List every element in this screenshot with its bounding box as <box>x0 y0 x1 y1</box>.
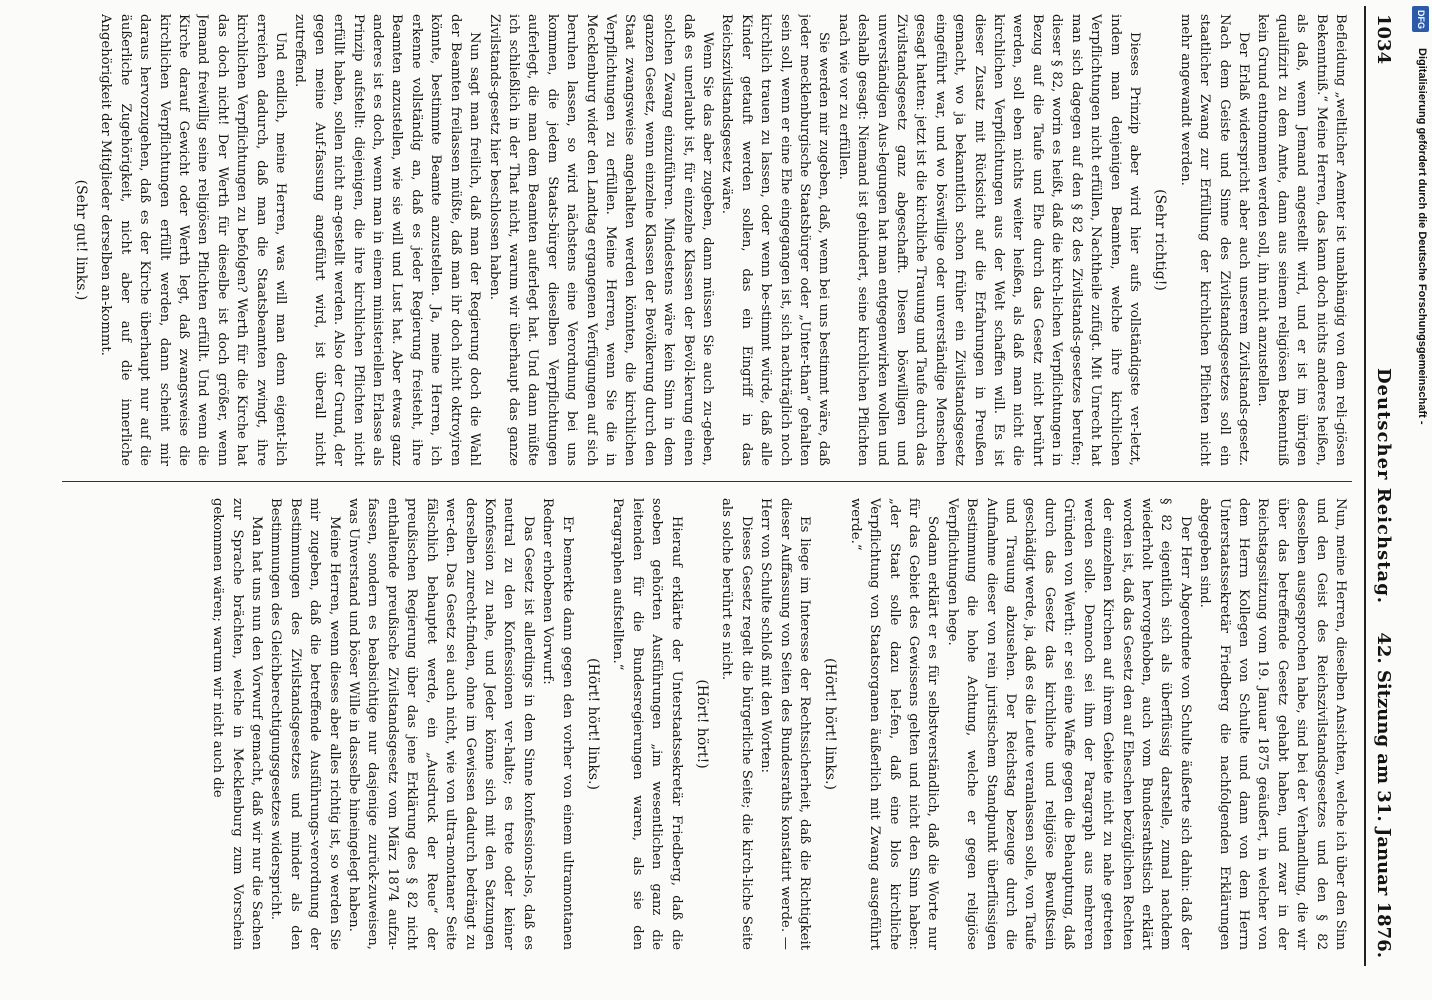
paragraph: Es liege im Interesse der Rechtssicherheit, daß die Richtigkeit dieser Auffassung von Seiten des Bundesraths konstatirt werde. — Herr von Schulte schloß mit den Worten: <box>758 498 813 950</box>
paragraph: Das Gesetz ist allerdings in dem Sinne konfessions-los, daß es neutral zu den Konfessionen ver-halte; es trete oder keiner Konfession zu nahe, und Jeder könne sich mit den Satzungen derselben zurecht-finden, ohne im Gewissen dadurch bedrängt zu wer-den. Das Gesetz sei auch nicht, wie von ultra-montaner Seite fälschlich behauptet werde, ein „Ausdruck der Reue“ der preußischen Regierung über das jene Erklärung des § 82 nicht enthaltende preußische Zivilstandsgesetz vom März 1874 aufzu-fassen, sondern es beabsichtige nur dasjenige zurück-zuweisen, was Unverstand und böser Wille in dasselbe hineingelegt haben. <box>346 498 536 950</box>
page-title: Deutscher Reichstag. <box>1373 367 1394 605</box>
right-text-column <box>50 498 1350 950</box>
interjection: (Hört! hört! links.) <box>822 658 839 790</box>
paragraph: Er bemerkte dann gegen den vorher von einem ultramontanen Redner erhobenen Vorwurf: <box>540 498 575 950</box>
paragraph: Man hat uns nun den Vorwurf gemacht, daß wir nur die Sachen zur Sprache brächten, welche in Mecklenburg zum Vorschein gekommen wären; warum wir nicht auch die <box>210 498 265 950</box>
page-header <box>1364 6 1400 966</box>
paragraph: Hierauf erklärte der Unterstaatssekretär Friedberg, daß die soeben gehörten Ausführungen „im wesentlichen ganz die leitenden für die Bundesregierungen waren, als sie den Paragraphen aufstellten.“ <box>610 498 684 950</box>
rotated-page-content <box>30 6 1400 966</box>
dfg-logo-text: DFG <box>1416 10 1426 29</box>
interjection: (Hört! hört! links.) <box>584 658 601 790</box>
digitization-footer <box>1412 8 1430 992</box>
paragraph: Sodann erklärt er es für selbstverständlich, daß die Worte nur für das Gebiet des Gewissens gelten und nicht den Sinn haben: „der Staat solle dazu hel-fen, daß eine blos kirchliche Verpflichtung von Staatsorganen äußerlich mit Zwang ausgeführt werde.“ <box>847 498 941 950</box>
footer-credit-text: Digitalisierung gefördert durch die Deutsche Forschungsgemeinschaft - <box>1416 48 1428 425</box>
column-divider <box>62 481 1352 482</box>
paragraph: Sie werden mir zugeben, daß, wenn bei uns bestimmt wäre, daß jeder mecklenburgische Staatsbürger oder „Unter-than“ gehalten sein soll, wenn er eine Ehe eingegangen ist, sich nachträglich noch kirchlich trauen zu lassen, oder wenn be-stimmt würde, daß alle Kinder getauft werden sollen, das ein Eingriff in das Reichszivilstandsgesetz wäre. <box>719 14 832 466</box>
paragraph: Dieses Gesetz regelt die bürgerliche Seite; die kirch-liche Seite als solche berührt es nicht. <box>719 498 754 950</box>
paragraph: Wenn Sie das aber zugeben, dann müssen Sie auch zu-geben, daß es unerlaubt ist, für einzelne Klassen der Bevöl-kerung einen solchen Zwang einzuführen. Mindestens wäre kein Sinn in dem ganzen Gesetz, wenn einzelne Klassen der Bevölkerung durch den Staat zwangsweise angehalten werden könnten, die kirchlichen Verpflichtungen zu erfüllen. Meine Herren, wenn Sie die in Mecklenburg wider den Landtag ergangenen Verfügungen auf sich beruhen lassen, so wird nächstens eine Verordnung bei uns kommen, die jedem Staats-bürger dieselben Verpflichtungen auferlegt, die man dem Beamten auferlegt hat. Und dann müßte ich schließlich in der That nicht, warum wir überhaupt das ganze Zivilstands-gesetz hier beschlossen haben. <box>486 14 715 466</box>
interjection: (Sehr gut! links.) <box>73 179 89 301</box>
paragraph: Und endlich, meine Herren, was will man denn eigent-lich erreichen dadurch, daß man die Staatsbeamten zwingt, ihre kirchlichen Verpflichtungen zu befolgen? Werth für die Kirche hat das doch nicht! Der Werth für dieselbe ist doch größer, wenn Jemand freiwillig seine religiösen Pflichten erfüllt. Und wenn die Kirche darauf Gewicht oder Werth legt, daß zwangsweise die kirchlichen Verpflichtungen erfüllt werden, dann scheint mir daraus hervorzugehen, daß es der Kirche überhaupt nur auf die äußerliche Zugehörigkeit, nicht aber auf die innerliche Angehörigkeit der Mitglieder derselben an-kommt. <box>98 14 289 466</box>
paragraph: Der Erlaß widerspricht aber auch unserem Zivilstands-gesetz. Nach dem Geiste und Sinne des Zivilstandsgesetzes soll ein staatlicher Zwang zur Erfüllung der kirchlichen Pflichten nicht mehr angewandt werden. <box>1177 14 1251 466</box>
left-text-column <box>50 14 1350 466</box>
paragraph: Befleidung „weltlicher Aemter ist unabhängig von dem reli-giösen Bekenntniß.“ Meine Herren, das kann doch nichts anderes heißen, als daß, wenn Jemand angestellt wird, und er ist im übrigen qualifizirt zu dem Amte, dann aus seinem religiösen Bekenntniß kein Grund entnommen werden soll, ihn nicht anzustellen. <box>1255 14 1348 466</box>
paragraph: Dieses Prinzip aber wird hier aufs vollständigste ver-letzt, indem man denjenigen Beamten, welche ihre kirchlichen Verpflichtungen nicht erfüllen, Nachtheile zufügt. Mit Unrecht hat man sich dagegen auf den § 82 des Zivilstands-gesetzes berufen; dieser § 82, worin es heißt, daß die kirch-lichen Verpflichtungen in Bezug auf die Taufe und Ehe durch das Gesetz nicht berührt werden, soll eben nichts weiter heißen, als daß man nicht die kirchlichen Verpflichtungen aus der Welt schaffen will. Es ist dieser Zusatz mit Rücksicht auf die Erfahrungen in Preußen gemacht, wo ja bekanntlich schon früher ein Zivilstandsgesetz eingeführt war, und wo böswillige oder unverständige Menschen gesagt hatten: jetzt ist die kirchliche Trauung und Taufe durch das Zivilstandsgesetz ganz abgeschafft. Diesen böswilligen und unverständigen Aus-legungen hat man entgegenwirken wollen und deshalb gesagt: Niemand ist gehindert, seine kirchlichen Pflichten nach wie vor zu erfüllen. <box>835 14 1142 466</box>
paragraph: Nun sagt man freilich, daß man der Regierung doch die Wahl der Beamten freilassen müßte, daß man ihr doch nicht oktroyiren könnte, bestimmte Beamte anzustellen. Ja, meine Herren, ich erkenne vollständig an, daß es jeder Regierung freisteht, ihre Beamten anzustellen, wie sie will und Lust hat. Aber etwas ganz anderes ist es doch, wenn man in einem ministeriellen Erlasse als Prinzip aufstellt: diejenigen, die ihre kirchlichen Pflichten nicht erfüllt haben, sollen nicht an-gestellt werden. Also der Grund, der gegen meine Auf-fassung angeführt wird, ist überall nicht zutreffend. <box>292 14 483 466</box>
interjection: (Sehr richtig!) <box>1152 189 1169 291</box>
paragraph: Der Herr Abgeordnete von Schulte äußerte sich dahin: daß der § 82 eigentlich sich als überflüssig darstelle, zumal nachdem wiederholt hervorgehoben, auch vom Bundesrathstisch erklärt worden ist, daß das Gesetz den auf Eheschen bezüglichen Rechten der einzelnen Kirchen auf ihrem Gebiete nicht zu nahe getreten werden solle. Dennoch sei ihm der Paragraph aus mehreren Gründen von Werth: er sei eine Waffe gegen die Behauptung, daß durch das Gesetz das kirchliche und religiöse Bewußtsein geschädigt werde, ja, daß es die Leute veranlassen solle, von Taufe und Trauung abzusehen. Der Reichstag bezeuge durch die Aufnahme dieser von rein juristischem Standpunkt überflüssigen Bestimmung die hohe Achtung, welche er gegen religiöse Verpflichtungen hege. <box>944 498 1193 950</box>
interjection: (Hört! hört!) <box>694 679 710 769</box>
paragraph: Nun, meine Herren, dieselben Ansichten, welche ich über den Sinn und den Geist des Reichszivilstandsgesetzes und den § 82 desselben ausgesprochen habe, sind bei der Verhandlung, die wir über das betreffende Gesetz gehabt haben, und zwar in der Reichstagssitzung vom 19. Januar 1875 geäußert, in welcher von dem Herrn Kollegen von Schulte und dann von dem Herrn Unterstaatssekretär Friedberg die nachfolgenden Erklärungen abgegeben sind. <box>1197 498 1348 950</box>
page-number: 1034 <box>1373 14 1394 65</box>
paragraph: Meine Herren, wenn dieses aber alles richtig ist, so werden Sie mir zugeben, daß die betreffende Ausführungs-verordnung der Bestimmungen des Zivilstandsgesetzes und minder als den Bestimmungen des Gleichberechtigungsgesetzes widerspricht. <box>268 498 342 950</box>
session-line: 42. Sitzung am 31. Januar 1876. <box>1373 632 1394 958</box>
